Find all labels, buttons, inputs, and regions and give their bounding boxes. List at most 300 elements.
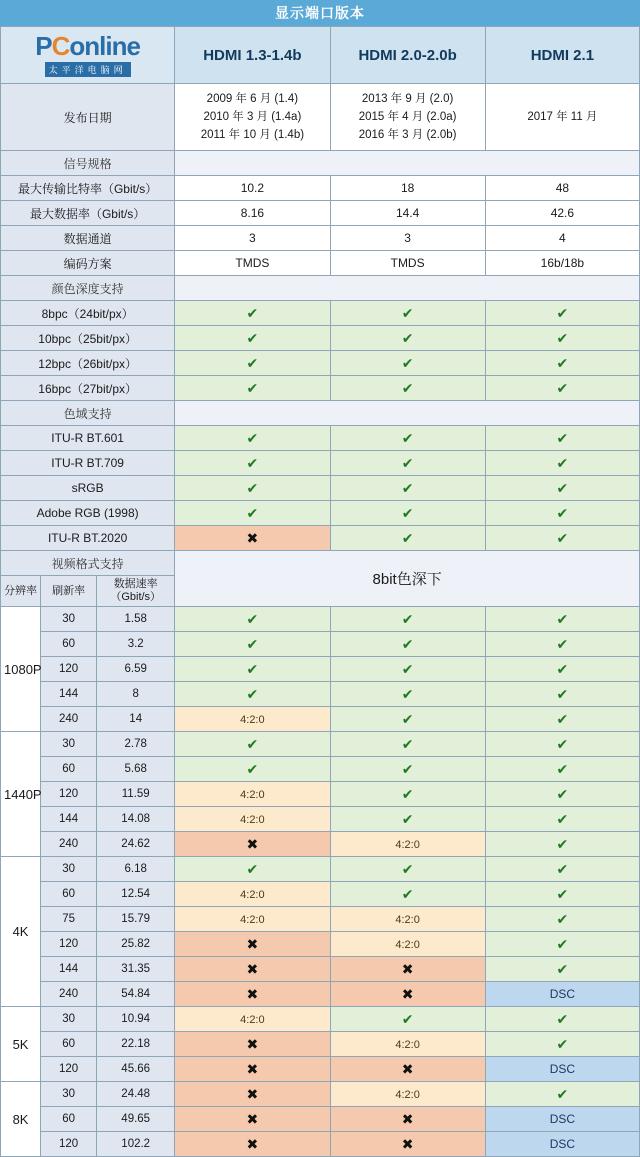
release-date-1: 2009 年 6 月 (1.4) 2010 年 3 月 (1.4a) 2011 年 10 月 (1.4b)	[175, 84, 330, 151]
refresh-rate: 120	[41, 932, 97, 957]
support-cell	[175, 982, 330, 1007]
check-icon: ✔	[246, 479, 259, 496]
check-icon: ✔	[556, 760, 569, 777]
support-cell	[330, 1082, 485, 1107]
data-rate: 3.2	[97, 632, 175, 657]
support-cell	[175, 757, 330, 782]
support-cell	[175, 301, 330, 326]
col-refresh-header: 刷新率	[41, 576, 97, 607]
resolution-group-label: 1440P	[1, 732, 41, 857]
support-cell	[485, 932, 639, 957]
table-row	[1, 476, 640, 501]
support-cell	[330, 832, 485, 857]
check-icon: ✔	[401, 885, 414, 902]
check-icon: ✔	[401, 760, 414, 777]
signal-value: 48	[485, 176, 639, 201]
check-icon: ✔	[556, 835, 569, 852]
check-icon: ✔	[556, 885, 569, 902]
check-icon: ✔	[401, 529, 414, 546]
cross-icon: ✖	[246, 935, 259, 952]
section-signal-label: 信号规格	[1, 151, 175, 176]
support-cell	[330, 932, 485, 957]
row-label: ITU-R BT.601	[1, 426, 175, 451]
refresh-rate: 144	[41, 807, 97, 832]
chroma-subsampling-label: 4:2:0	[395, 914, 420, 926]
data-rate: 8	[97, 682, 175, 707]
signal-value: TMDS	[175, 251, 330, 276]
refresh-rate: 60	[41, 882, 97, 907]
support-cell	[330, 632, 485, 657]
table-row	[1, 501, 640, 526]
check-icon: ✔	[401, 685, 414, 702]
cross-icon: ✖	[246, 1035, 259, 1052]
video-row	[1, 882, 640, 907]
data-rate: 15.79	[97, 907, 175, 932]
support-cell	[330, 326, 485, 351]
data-rate: 6.18	[97, 857, 175, 882]
video-row	[1, 707, 640, 732]
row-label: sRGB	[1, 476, 175, 501]
section-video-format	[1, 551, 640, 576]
refresh-rate: 60	[41, 632, 97, 657]
support-cell	[175, 451, 330, 476]
data-rate: 24.62	[97, 832, 175, 857]
data-rate: 14	[97, 707, 175, 732]
release-date-label: 发布日期	[1, 84, 175, 151]
video-row	[1, 1007, 640, 1032]
chroma-subsampling-label: 4:2:0	[240, 814, 265, 826]
row-label: Adobe RGB (1998)	[1, 501, 175, 526]
cross-icon: ✖	[246, 529, 259, 546]
section-gamut-spacer	[175, 401, 640, 426]
refresh-rate: 30	[41, 607, 97, 632]
check-icon: ✔	[401, 710, 414, 727]
support-cell	[485, 1007, 639, 1032]
refresh-rate: 144	[41, 682, 97, 707]
signal-value: 42.6	[485, 201, 639, 226]
chroma-subsampling-label: 4:2:0	[240, 789, 265, 801]
check-icon: ✔	[246, 504, 259, 521]
data-rate: 2.78	[97, 732, 175, 757]
check-icon: ✔	[556, 529, 569, 546]
cross-icon: ✖	[246, 1085, 259, 1102]
support-cell	[330, 882, 485, 907]
check-icon: ✔	[246, 454, 259, 471]
check-icon: ✔	[246, 735, 259, 752]
table-header-row	[1, 27, 640, 84]
dsc-label: DSC	[549, 987, 576, 1001]
data-rate: 54.84	[97, 982, 175, 1007]
signal-value: TMDS	[330, 251, 485, 276]
support-cell	[330, 682, 485, 707]
refresh-rate: 120	[41, 1057, 97, 1082]
table-row	[1, 301, 640, 326]
support-cell	[485, 882, 639, 907]
support-cell	[485, 682, 639, 707]
video-row	[1, 1057, 640, 1082]
check-icon: ✔	[556, 960, 569, 977]
check-icon: ✔	[401, 610, 414, 627]
support-cell	[175, 857, 330, 882]
cross-icon: ✖	[246, 960, 259, 977]
support-cell	[175, 657, 330, 682]
support-cell	[175, 426, 330, 451]
signal-value: 3	[330, 226, 485, 251]
support-cell	[485, 807, 639, 832]
table-body	[1, 27, 640, 1157]
support-cell	[485, 857, 639, 882]
table-row	[1, 326, 640, 351]
data-rate: 49.65	[97, 1107, 175, 1132]
check-icon: ✔	[401, 860, 414, 877]
check-icon: ✔	[556, 785, 569, 802]
refresh-rate: 120	[41, 1132, 97, 1157]
video-row	[1, 732, 640, 757]
check-icon: ✔	[401, 1010, 414, 1027]
support-cell	[485, 351, 639, 376]
refresh-rate: 240	[41, 982, 97, 1007]
support-cell	[485, 326, 639, 351]
cross-icon: ✖	[401, 960, 414, 977]
support-cell	[330, 1132, 485, 1157]
refresh-rate: 120	[41, 782, 97, 807]
check-icon: ✔	[401, 735, 414, 752]
check-icon: ✔	[556, 329, 569, 346]
data-rate: 31.35	[97, 957, 175, 982]
section-color-depth-label: 颜色深度支持	[1, 276, 175, 301]
cross-icon: ✖	[401, 1060, 414, 1077]
data-rate: 22.18	[97, 1032, 175, 1057]
row-label: 数据通道	[1, 226, 175, 251]
support-cell	[175, 632, 330, 657]
support-cell	[485, 526, 639, 551]
dsc-label: DSC	[549, 1062, 576, 1076]
support-cell	[330, 526, 485, 551]
section-signal-spacer	[175, 151, 640, 176]
support-cell	[485, 451, 639, 476]
video-row	[1, 782, 640, 807]
support-cell	[175, 1082, 330, 1107]
refresh-rate: 60	[41, 1107, 97, 1132]
data-rate: 6.59	[97, 657, 175, 682]
support-cell	[175, 326, 330, 351]
video-row	[1, 832, 640, 857]
data-rate: 24.48	[97, 1082, 175, 1107]
check-icon: ✔	[401, 354, 414, 371]
site-logo	[1, 27, 175, 84]
support-cell	[330, 376, 485, 401]
support-cell	[485, 476, 639, 501]
check-icon: ✔	[401, 504, 414, 521]
hdmi-comparison-table	[0, 26, 640, 1157]
check-icon: ✔	[246, 304, 259, 321]
support-cell	[485, 707, 639, 732]
check-icon: ✔	[401, 660, 414, 677]
table-row	[1, 526, 640, 551]
col-resolution-header: 分辨率	[1, 576, 41, 607]
support-cell	[330, 1057, 485, 1082]
section-gamut	[1, 401, 640, 426]
page-title: 显示端口版本	[0, 0, 640, 26]
table-row	[1, 376, 640, 401]
section-signal	[1, 151, 640, 176]
support-cell	[485, 501, 639, 526]
check-icon: ✔	[556, 685, 569, 702]
section-color-depth	[1, 276, 640, 301]
release-date-row	[1, 84, 640, 151]
chroma-subsampling-label: 4:2:0	[395, 1089, 420, 1101]
chroma-subsampling-label: 4:2:0	[240, 1014, 265, 1026]
support-cell	[485, 301, 639, 326]
support-cell	[175, 682, 330, 707]
support-cell	[330, 501, 485, 526]
cross-icon: ✖	[246, 985, 259, 1002]
release-date-2: 2013 年 9 月 (2.0) 2015 年 4 月 (2.0a) 2016 年 3 月 (2.0b)	[330, 84, 485, 151]
support-cell	[330, 957, 485, 982]
row-label: ITU-R BT.709	[1, 451, 175, 476]
support-cell	[330, 1107, 485, 1132]
check-icon: ✔	[556, 910, 569, 927]
video-row	[1, 1107, 640, 1132]
check-icon: ✔	[246, 685, 259, 702]
check-icon: ✔	[556, 304, 569, 321]
check-icon: ✔	[556, 379, 569, 396]
support-cell	[485, 1057, 639, 1082]
data-rate: 25.82	[97, 932, 175, 957]
check-icon: ✔	[401, 479, 414, 496]
support-cell	[485, 832, 639, 857]
release-date-3: 2017 年 11 月	[485, 84, 639, 151]
support-cell	[175, 607, 330, 632]
refresh-rate: 60	[41, 1032, 97, 1057]
support-cell	[330, 707, 485, 732]
support-cell	[175, 807, 330, 832]
check-icon: ✔	[246, 860, 259, 877]
support-cell	[485, 907, 639, 932]
data-rate: 1.58	[97, 607, 175, 632]
support-cell	[330, 982, 485, 1007]
data-rate: 14.08	[97, 807, 175, 832]
check-icon: ✔	[556, 1010, 569, 1027]
refresh-rate: 30	[41, 732, 97, 757]
row-label: 16bpc（27bit/px）	[1, 376, 175, 401]
support-cell	[330, 757, 485, 782]
video-row	[1, 932, 640, 957]
refresh-rate: 30	[41, 1082, 97, 1107]
data-rate: 102.2	[97, 1132, 175, 1157]
support-cell	[485, 426, 639, 451]
check-icon: ✔	[556, 935, 569, 952]
support-cell	[330, 451, 485, 476]
video-row	[1, 982, 640, 1007]
support-cell	[485, 1082, 639, 1107]
check-icon: ✔	[246, 760, 259, 777]
support-cell	[175, 1107, 330, 1132]
support-cell	[175, 957, 330, 982]
support-cell	[330, 657, 485, 682]
check-icon: ✔	[556, 504, 569, 521]
support-cell	[175, 526, 330, 551]
check-icon: ✔	[401, 379, 414, 396]
check-icon: ✔	[246, 660, 259, 677]
refresh-rate: 60	[41, 757, 97, 782]
cross-icon: ✖	[246, 1110, 259, 1127]
support-cell	[330, 607, 485, 632]
check-icon: ✔	[556, 635, 569, 652]
support-cell	[175, 707, 330, 732]
signal-value: 18	[330, 176, 485, 201]
check-icon: ✔	[401, 785, 414, 802]
video-format-note: 8bit色深下	[175, 551, 640, 607]
table-row	[1, 351, 640, 376]
support-cell	[175, 932, 330, 957]
resolution-group-label: 1080P	[1, 607, 41, 732]
check-icon: ✔	[401, 329, 414, 346]
signal-value: 3	[175, 226, 330, 251]
check-icon: ✔	[556, 1085, 569, 1102]
signal-value: 16b/18b	[485, 251, 639, 276]
row-label: 最大数据率（Gbit/s）	[1, 201, 175, 226]
video-row	[1, 1082, 640, 1107]
support-cell	[485, 632, 639, 657]
support-cell	[330, 807, 485, 832]
section-video-format-label: 视频格式支持	[1, 551, 175, 576]
support-cell	[330, 301, 485, 326]
check-icon: ✔	[556, 429, 569, 446]
support-cell	[485, 1132, 639, 1157]
table-row	[1, 201, 640, 226]
dsc-label: DSC	[549, 1137, 576, 1151]
support-cell	[330, 476, 485, 501]
support-cell	[175, 782, 330, 807]
data-rate: 45.66	[97, 1057, 175, 1082]
logo-subtitle: 太平洋电脑网	[45, 62, 131, 77]
support-cell	[175, 732, 330, 757]
check-icon: ✔	[556, 1035, 569, 1052]
resolution-group-label: 4K	[1, 857, 41, 1007]
support-cell	[330, 351, 485, 376]
check-icon: ✔	[556, 610, 569, 627]
support-cell	[330, 857, 485, 882]
data-rate: 12.54	[97, 882, 175, 907]
cross-icon: ✖	[401, 1110, 414, 1127]
support-cell	[485, 957, 639, 982]
check-icon: ✔	[401, 429, 414, 446]
support-cell	[485, 782, 639, 807]
check-icon: ✔	[401, 635, 414, 652]
chroma-subsampling-label: 4:2:0	[395, 1039, 420, 1051]
refresh-rate: 30	[41, 1007, 97, 1032]
video-row	[1, 957, 640, 982]
row-label: ITU-R BT.2020	[1, 526, 175, 551]
column-header-1: HDMI 1.3-1.4b	[175, 27, 330, 84]
table-row	[1, 451, 640, 476]
table-row	[1, 226, 640, 251]
support-cell	[330, 1007, 485, 1032]
signal-value: 10.2	[175, 176, 330, 201]
check-icon: ✔	[246, 635, 259, 652]
support-cell	[175, 476, 330, 501]
video-row	[1, 757, 640, 782]
refresh-rate: 240	[41, 707, 97, 732]
column-header-3: HDMI 2.1	[485, 27, 639, 84]
support-cell	[330, 907, 485, 932]
resolution-group-label: 8K	[1, 1082, 41, 1157]
row-label: 最大传输比特率（Gbit/s）	[1, 176, 175, 201]
cross-icon: ✖	[246, 1060, 259, 1077]
support-cell	[485, 982, 639, 1007]
cross-icon: ✖	[401, 985, 414, 1002]
check-icon: ✔	[556, 479, 569, 496]
table-row	[1, 251, 640, 276]
signal-value: 4	[485, 226, 639, 251]
support-cell	[485, 376, 639, 401]
cross-icon: ✖	[246, 1135, 259, 1152]
support-cell	[485, 757, 639, 782]
support-cell	[175, 1007, 330, 1032]
video-row	[1, 1132, 640, 1157]
video-row	[1, 607, 640, 632]
check-icon: ✔	[401, 810, 414, 827]
signal-value: 14.4	[330, 201, 485, 226]
check-icon: ✔	[556, 810, 569, 827]
support-cell	[330, 732, 485, 757]
check-icon: ✔	[401, 454, 414, 471]
support-cell	[485, 1107, 639, 1132]
support-cell	[175, 832, 330, 857]
check-icon: ✔	[246, 329, 259, 346]
col-datarate-header: 数据速率 （Gbit/s）	[97, 576, 175, 607]
video-row	[1, 907, 640, 932]
chroma-subsampling-label: 4:2:0	[240, 714, 265, 726]
support-cell	[175, 1132, 330, 1157]
row-label: 10bpc（25bit/px）	[1, 326, 175, 351]
check-icon: ✔	[246, 354, 259, 371]
check-icon: ✔	[401, 304, 414, 321]
resolution-group-label: 5K	[1, 1007, 41, 1082]
support-cell	[175, 501, 330, 526]
support-cell	[330, 426, 485, 451]
column-header-2: HDMI 2.0-2.0b	[330, 27, 485, 84]
chroma-subsampling-label: 4:2:0	[240, 889, 265, 901]
support-cell	[175, 376, 330, 401]
refresh-rate: 144	[41, 957, 97, 982]
chroma-subsampling-label: 4:2:0	[240, 914, 265, 926]
signal-value: 8.16	[175, 201, 330, 226]
support-cell	[485, 607, 639, 632]
refresh-rate: 120	[41, 657, 97, 682]
cross-icon: ✖	[246, 835, 259, 852]
row-label: 编码方案	[1, 251, 175, 276]
check-icon: ✔	[556, 354, 569, 371]
support-cell	[175, 1057, 330, 1082]
video-row	[1, 657, 640, 682]
table-row	[1, 426, 640, 451]
data-rate: 5.68	[97, 757, 175, 782]
support-cell	[330, 782, 485, 807]
check-icon: ✔	[556, 660, 569, 677]
logo-text: PConline	[35, 31, 140, 61]
video-row	[1, 682, 640, 707]
data-rate: 11.59	[97, 782, 175, 807]
support-cell	[175, 882, 330, 907]
support-cell	[175, 351, 330, 376]
video-row	[1, 807, 640, 832]
check-icon: ✔	[556, 735, 569, 752]
video-row	[1, 632, 640, 657]
support-cell	[485, 657, 639, 682]
data-rate: 10.94	[97, 1007, 175, 1032]
